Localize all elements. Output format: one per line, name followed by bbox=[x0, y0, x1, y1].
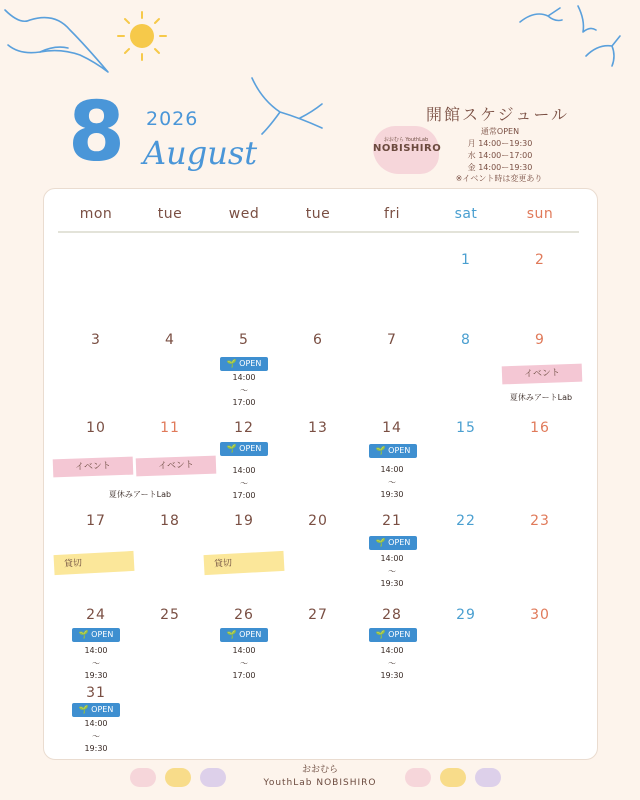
footer-org: おおむら bbox=[301, 765, 338, 775]
weekday-wed: wed bbox=[228, 206, 260, 222]
event-caption: 夏休みアートLab bbox=[108, 490, 172, 499]
open-badge: 🌱 OPEN bbox=[369, 536, 417, 550]
year-label: 2026 bbox=[146, 108, 199, 130]
event-label: イベント bbox=[53, 457, 134, 478]
day-18[interactable]: 18 bbox=[160, 513, 180, 529]
kashikiri-label: 貸切 bbox=[54, 551, 135, 575]
day-21[interactable]: 21 bbox=[382, 513, 402, 529]
logo-subtitle: おおむら YouthLab bbox=[383, 137, 429, 143]
day-20[interactable]: 20 bbox=[308, 513, 328, 529]
footer-logo-pink bbox=[405, 768, 431, 787]
day-4[interactable]: 4 bbox=[165, 332, 175, 348]
day-1[interactable]: 1 bbox=[461, 252, 471, 268]
weekday-sun: sun bbox=[526, 206, 554, 222]
logo-name: NOBISHIRO bbox=[373, 143, 442, 154]
open-time: 14:00 〜 19:30 bbox=[84, 719, 108, 753]
weekday-sat: sat bbox=[454, 206, 478, 222]
open-badge: 🌱 OPEN bbox=[220, 442, 268, 456]
open-badge: 🌱 OPEN bbox=[369, 628, 417, 642]
day-16[interactable]: 16 bbox=[530, 420, 550, 436]
open-time: 14:00 〜 19:30 bbox=[380, 554, 404, 588]
open-badge: 🌱 OPEN bbox=[220, 628, 268, 642]
day-24[interactable]: 24 bbox=[86, 607, 106, 623]
schedule-note: ※イベント時は変更あり bbox=[455, 174, 543, 183]
sun-illustration bbox=[118, 12, 166, 60]
footer-name: YouthLab NOBISHIRO bbox=[263, 778, 377, 788]
day-30[interactable]: 30 bbox=[530, 607, 550, 623]
open-time: 14:00 〜 19:30 bbox=[380, 646, 404, 680]
schedule-line: 金 14:00ー19:30 bbox=[467, 163, 533, 172]
footer-logo-yellow bbox=[440, 768, 466, 787]
open-time: 14:00 〜 17:00 bbox=[232, 646, 256, 680]
header-divider bbox=[58, 231, 579, 233]
open-badge: 🌱 OPEN bbox=[72, 703, 120, 717]
day-25[interactable]: 25 bbox=[160, 607, 180, 623]
weekday-tue: tue bbox=[157, 206, 183, 222]
schedule-line: 通常OPEN bbox=[480, 127, 520, 136]
day-9[interactable]: 9 bbox=[535, 332, 545, 348]
day-12[interactable]: 12 bbox=[234, 420, 254, 436]
open-time: 14:00 〜 19:30 bbox=[84, 646, 108, 680]
day-17[interactable]: 17 bbox=[86, 513, 106, 529]
day-26[interactable]: 26 bbox=[234, 607, 254, 623]
day-14[interactable]: 14 bbox=[382, 420, 402, 436]
day-7[interactable]: 7 bbox=[387, 332, 397, 348]
open-badge: 🌱 OPEN bbox=[369, 444, 417, 458]
open-time: 14:00 〜 17:00 bbox=[232, 466, 256, 500]
day-19[interactable]: 19 bbox=[234, 513, 254, 529]
day-28[interactable]: 28 bbox=[382, 607, 402, 623]
day-6[interactable]: 6 bbox=[313, 332, 323, 348]
day-2[interactable]: 2 bbox=[535, 252, 545, 268]
day-31[interactable]: 31 bbox=[86, 685, 106, 701]
event-caption: 夏休みアートLab bbox=[509, 393, 573, 402]
open-time: 14:00 〜 19:30 bbox=[380, 465, 404, 499]
weekday-mon: mon bbox=[79, 206, 113, 222]
open-time: 14:00 〜 17:00 bbox=[232, 373, 256, 407]
day-3[interactable]: 3 bbox=[91, 332, 101, 348]
weekday-thu: tue bbox=[305, 206, 331, 222]
kashikiri-label: 貸切 bbox=[204, 551, 285, 575]
month-number: 8 bbox=[68, 85, 126, 180]
nobishiro-logo bbox=[373, 126, 442, 174]
open-badge: 🌱 OPEN bbox=[72, 628, 120, 642]
schedule-line: 水 14:00ー17:00 bbox=[467, 151, 533, 160]
weekday-fri: fri bbox=[383, 206, 401, 222]
day-8[interactable]: 8 bbox=[461, 332, 471, 348]
day-23[interactable]: 23 bbox=[530, 513, 550, 529]
event-label: イベント bbox=[136, 456, 217, 477]
footer-logo-purple bbox=[475, 768, 501, 787]
day-5[interactable]: 5 bbox=[239, 332, 249, 348]
schedule-title: 開館スケジュール bbox=[426, 105, 570, 124]
day-27[interactable]: 27 bbox=[308, 607, 328, 623]
day-22[interactable]: 22 bbox=[456, 513, 476, 529]
day-10[interactable]: 10 bbox=[86, 420, 106, 436]
day-29[interactable]: 29 bbox=[456, 607, 476, 623]
day-15[interactable]: 15 bbox=[456, 420, 476, 436]
event-label: イベント bbox=[502, 364, 583, 385]
open-badge: 🌱 OPEN bbox=[220, 357, 268, 371]
month-name: August bbox=[143, 134, 258, 172]
schedule-line: 月 14:00ー19:30 bbox=[467, 139, 533, 148]
day-11[interactable]: 11 bbox=[160, 420, 180, 436]
day-13[interactable]: 13 bbox=[308, 420, 328, 436]
